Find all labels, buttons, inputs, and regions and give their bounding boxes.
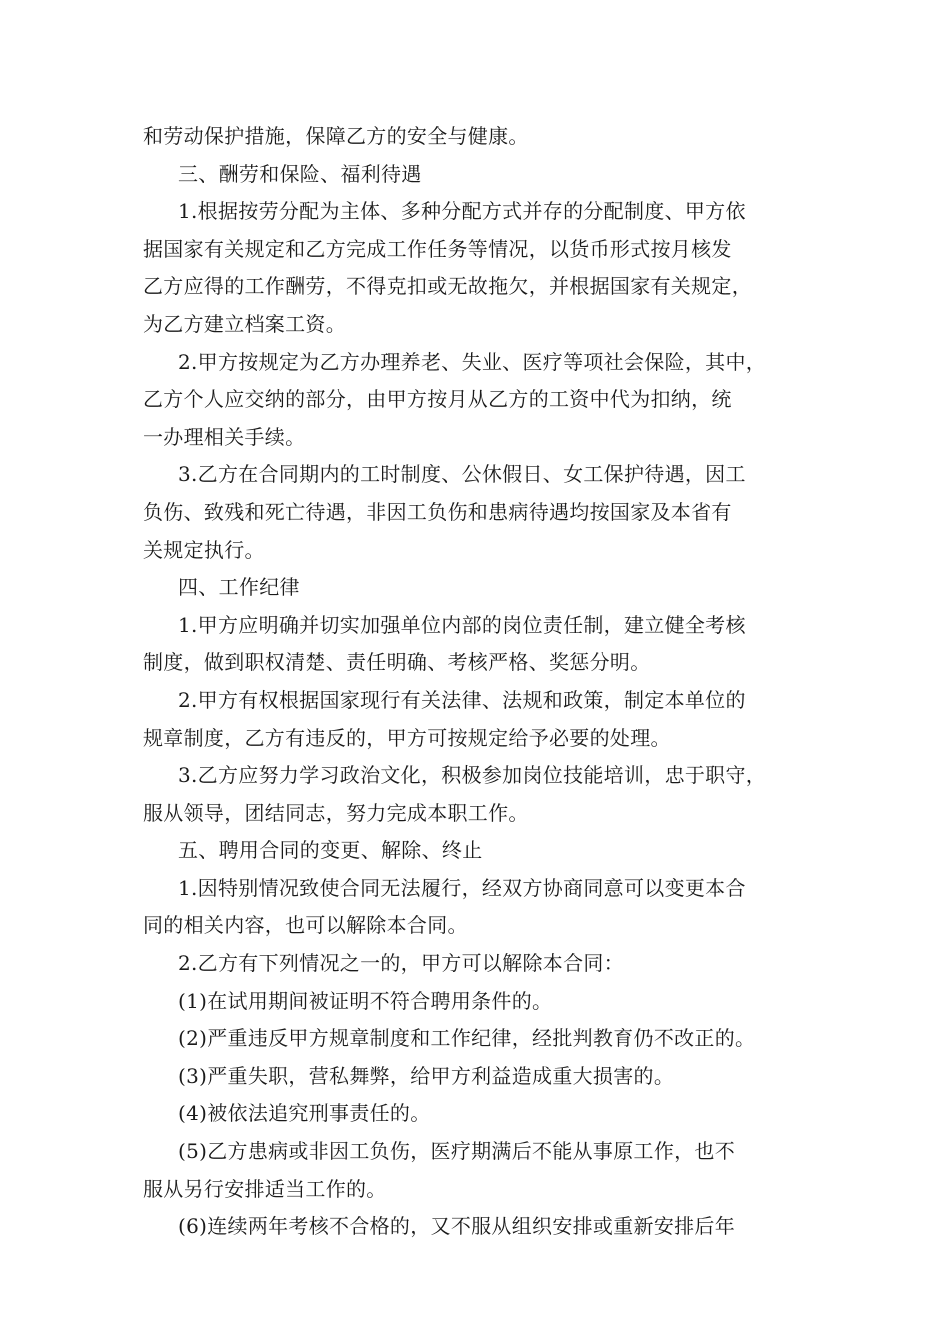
text-line: 1.因特别情况致使合同无法履行，经双方协商同意可以变更本合 <box>178 875 746 900</box>
text-line: 乙方个人应交纳的部分，由甲方按月从乙方的工资中代为扣纳，统 <box>143 387 732 412</box>
text-line: 1.甲方应明确并切实加强单位内部的岗位责任制，建立健全考核 <box>178 612 746 637</box>
list-item: (6)连续两年考核不合格的，又不服从组织安排或重新安排后年 <box>178 1214 736 1239</box>
text-line: 规章制度，乙方有违反的，甲方可按规定给予必要的处理。 <box>143 725 671 750</box>
text-line: 2.甲方按规定为乙方办理养老、失业、医疗等项社会保险，其中， <box>178 349 767 374</box>
text-line: 为乙方建立档案工资。 <box>143 311 346 336</box>
list-item: (2)严重违反甲方规章制度和工作纪律，经批判教育仍不改正的。 <box>178 1026 756 1051</box>
section-heading: 五、聘用合同的变更、解除、终止 <box>178 838 483 863</box>
text-line: 3.乙方在合同期内的工时制度、公休假日、女工保护待遇，因工 <box>178 462 746 487</box>
text-line: 一办理相关手续。 <box>143 424 306 449</box>
text-line: 制度，做到职权清楚、责任明确、考核严格、奖惩分明。 <box>143 650 651 675</box>
text-line: 据国家有关规定和乙方完成工作任务等情况，以货币形式按月核发 <box>143 236 732 261</box>
text-line: 2.甲方有权根据国家现行有关法律、法规和政策，制定本单位的 <box>178 687 746 712</box>
list-item: (5)乙方患病或非因工负伤，医疗期满后不能从事原工作，也不 <box>178 1139 736 1164</box>
document-body <box>143 118 823 1246</box>
section-heading: 三、酬劳和保险、福利待遇 <box>178 161 422 186</box>
text-line: 同的相关内容，也可以解除本合同。 <box>143 913 468 938</box>
list-item: (4)被依法追究刑事责任的。 <box>178 1101 431 1126</box>
text-line: 和劳动保护措施，保障乙方的安全与健康。 <box>143 124 529 148</box>
text-line: 关规定执行。 <box>143 537 265 562</box>
text-line: 乙方应得的工作酬劳，不得克扣或无故拖欠，并根据国家有关规定， <box>143 274 752 299</box>
text-line: 服从另行安排适当工作的。 <box>143 1176 387 1201</box>
text-line: 3.乙方应努力学习政治文化，积极参加岗位技能培训，忠于职守， <box>178 763 767 788</box>
list-item: (3)严重失职，营私舞弊，给甲方利益造成重大损害的。 <box>178 1063 675 1088</box>
text-line: 服从领导，团结同志，努力完成本职工作。 <box>143 800 529 825</box>
list-item: (1)在试用期间被证明不符合聘用条件的。 <box>178 988 553 1013</box>
section-heading: 四、工作纪律 <box>178 575 300 600</box>
text-line: 2.乙方有下列情况之一的，甲方可以解除本合同： <box>178 951 624 976</box>
text-line: 负伤、致残和死亡待遇，非因工负伤和患病待遇均按国家及本省有 <box>143 499 732 524</box>
text-line: 1.根据按劳分配为主体、多种分配方式并存的分配制度、甲方依 <box>178 199 746 224</box>
